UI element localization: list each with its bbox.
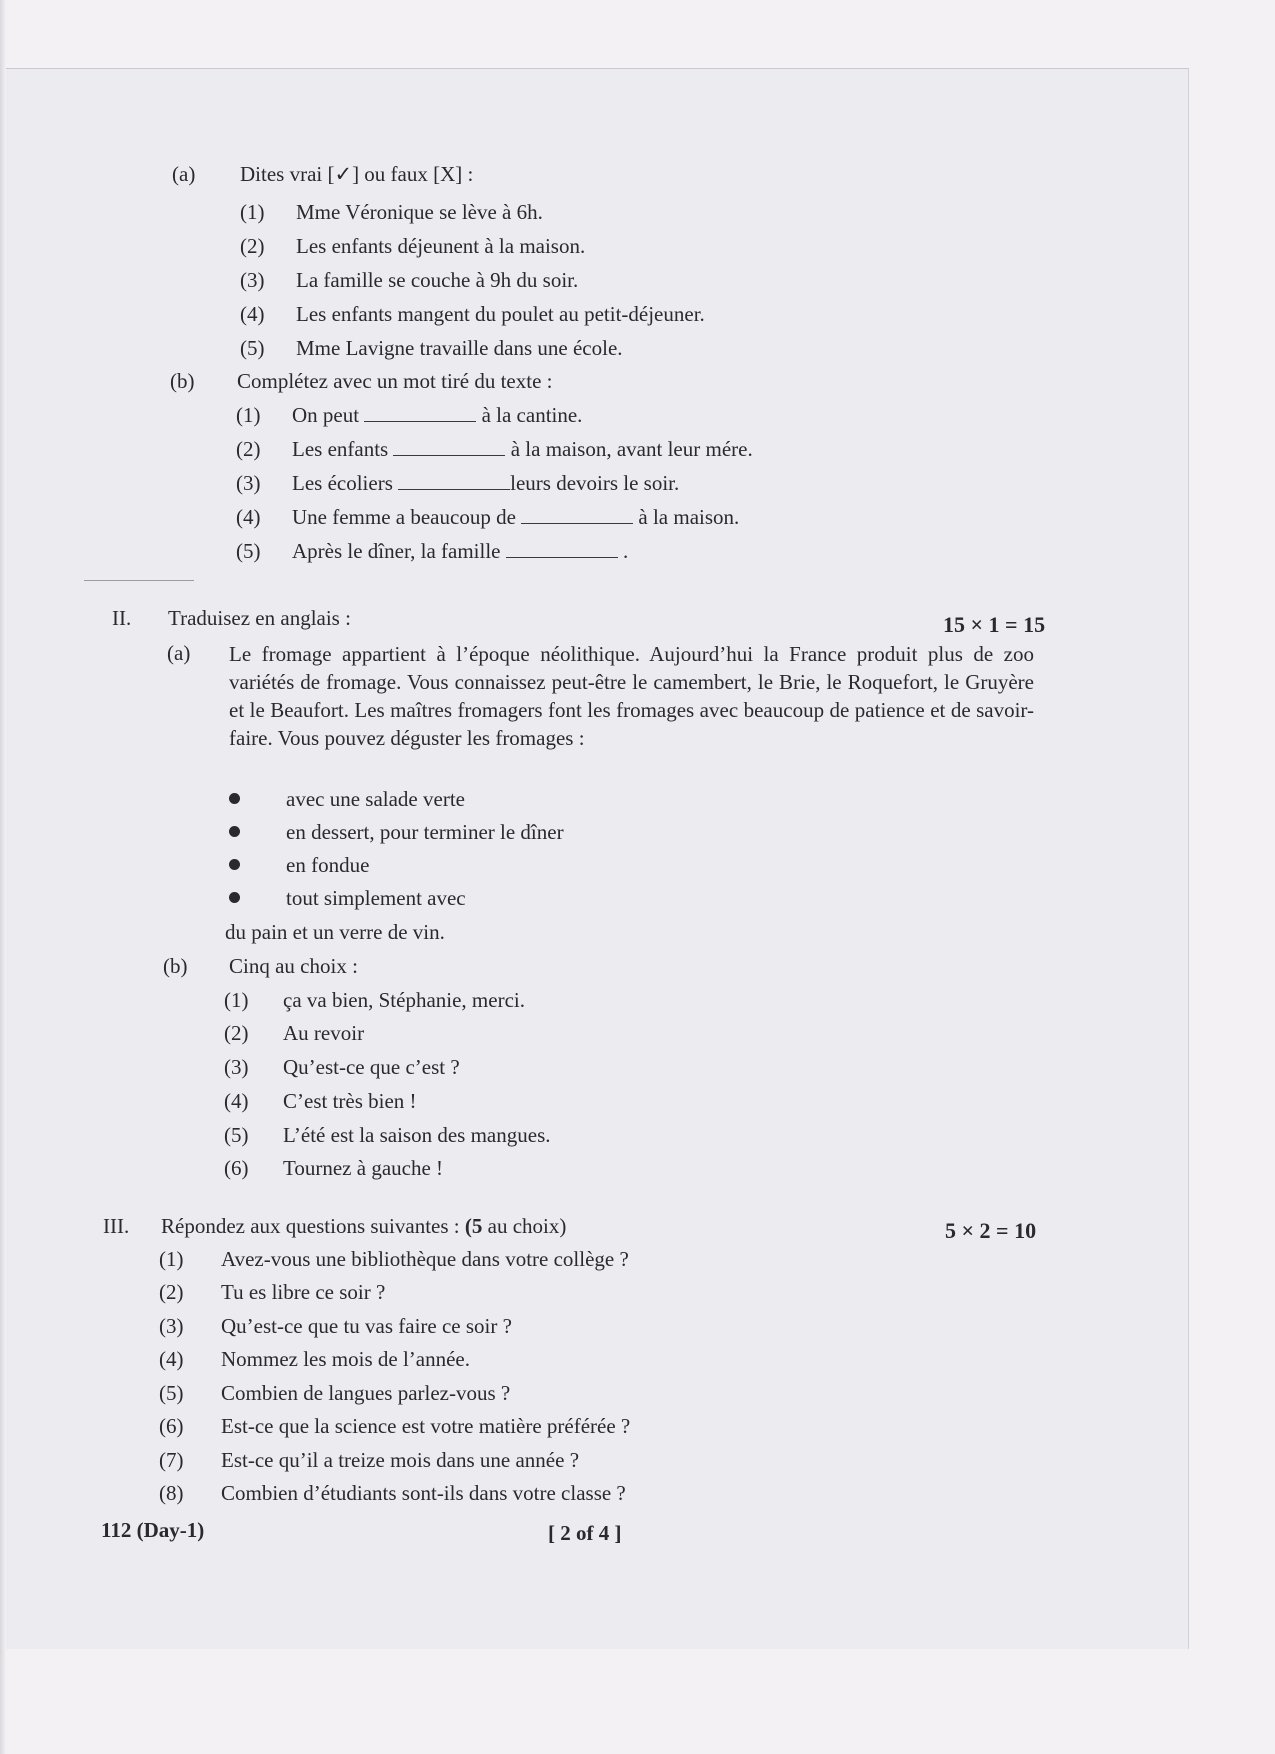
part-ii-b-instruction: Cinq au choix : xyxy=(229,954,358,978)
blank-suffix: à la maison, avant leur mére. xyxy=(510,437,753,461)
blank-prefix: Après le dîner, la famille xyxy=(292,539,501,563)
list-item-number: (1) xyxy=(240,200,265,224)
fill-blank-item xyxy=(292,538,628,564)
page-number: [ 2 of 4 ] xyxy=(548,1521,622,1545)
list-item-number: (2) xyxy=(236,437,261,461)
list-item: C’est très bien ! xyxy=(283,1089,417,1113)
list-item-number: (5) xyxy=(236,539,261,563)
list-item: La famille se couche à 9h du soir. xyxy=(296,268,579,292)
blank-suffix: . xyxy=(623,539,629,563)
question-item: Combien de langues parlez-vous ? xyxy=(221,1381,511,1405)
section-title xyxy=(161,1213,566,1239)
list-item: Au revoir xyxy=(283,1021,365,1045)
list-item-number: (3) xyxy=(224,1055,249,1079)
list-item-number: (7) xyxy=(159,1448,184,1472)
list-item-number: (1) xyxy=(236,403,261,427)
section-title-choice: (5 xyxy=(464,1214,483,1238)
question-item: Qu’est-ce que tu vas faire ce soir ? xyxy=(221,1314,512,1338)
question-item: Nommez les mois de l’année. xyxy=(221,1347,471,1371)
blank-prefix: On peut xyxy=(292,403,360,427)
section-title: Traduisez en anglais : xyxy=(168,606,351,630)
answer-blank xyxy=(393,437,505,456)
answer-blank xyxy=(506,539,618,558)
section-title-end: au choix) xyxy=(482,1214,567,1238)
list-item: Les enfants mangent du poulet au petit-déjeuner. xyxy=(296,302,705,326)
fill-blank-item xyxy=(292,470,679,496)
section-title-text: Répondez aux questions suivantes : xyxy=(161,1214,465,1238)
blank-prefix: Les enfants xyxy=(292,437,389,461)
list-item-number: (4) xyxy=(224,1089,249,1113)
list-item-number: (3) xyxy=(159,1314,184,1338)
section-numeral: III. xyxy=(103,1214,130,1238)
list-item: Mme Lavigne travaille dans une école. xyxy=(296,336,623,360)
translation-paragraph: Le fromage appartient à l’époque néolithique. Aujourd’hui la France produit plus de zoo variétés de fromage. Vous connaissez peut-être le camembert, le Brie, le Roquefort, le Gruyère et le Beaufort. Les maîtres fromagers font les fromages avec beaucoup de patience et de savoir-faire. Vous pouvez déguster les fromages : xyxy=(229,642,1034,750)
part-ii-b-label: (b) xyxy=(163,954,188,978)
bullet-icon xyxy=(229,826,240,837)
list-item-number: (2) xyxy=(240,234,265,258)
blank-suffix: à la cantine. xyxy=(481,403,583,427)
fill-blank-item xyxy=(292,504,739,530)
list-item-number: (1) xyxy=(159,1247,184,1271)
blank-prefix: Une femme a beaucoup de xyxy=(292,505,516,529)
bullet-icon xyxy=(229,793,240,804)
blank-suffix: à la maison. xyxy=(638,505,740,529)
question-item: Avez-vous une bibliothèque dans votre collège ? xyxy=(221,1247,629,1271)
list-item: ça va bien, Stéphanie, merci. xyxy=(283,988,525,1012)
bullet-item: en fondue xyxy=(286,853,370,877)
list-item-number: (1) xyxy=(224,988,249,1012)
list-item: L’été est la saison des mangues. xyxy=(283,1123,551,1147)
list-item-number: (3) xyxy=(240,268,265,292)
list-item-number: (4) xyxy=(236,505,261,529)
bullet-icon xyxy=(229,892,240,903)
section-marks: 15 × 1 = 15 xyxy=(943,612,1046,637)
answer-blank xyxy=(364,403,476,422)
fill-blank-item xyxy=(292,436,753,462)
paper-code: 112 (Day-1) xyxy=(101,1518,205,1542)
list-item-number: (6) xyxy=(224,1156,249,1180)
bullet-item: en dessert, pour terminer le dîner xyxy=(286,820,564,844)
bullet-item: avec une salade verte xyxy=(286,787,465,811)
blank-prefix: Les écoliers xyxy=(292,471,393,495)
section-numeral: II. xyxy=(112,606,132,630)
list-item-number: (4) xyxy=(240,302,265,326)
list-item-number: (6) xyxy=(159,1414,184,1438)
list-item-number: (5) xyxy=(240,336,265,360)
part-i-a-instruction: Dites vrai [✓] ou faux [X] : xyxy=(240,162,474,186)
list-item: Qu’est-ce que c’est ? xyxy=(283,1055,460,1079)
list-item-number: (5) xyxy=(159,1381,184,1405)
list-item-number: (4) xyxy=(159,1347,184,1371)
list-item-number: (2) xyxy=(224,1021,249,1045)
list-item: Tournez à gauche ! xyxy=(283,1156,444,1180)
bullet-icon xyxy=(229,859,240,870)
part-i-a-label: (a) xyxy=(172,162,196,186)
question-item: Est-ce que la science est votre matière préférée ? xyxy=(221,1414,631,1438)
answer-blank xyxy=(398,471,510,490)
fill-blank-item xyxy=(292,402,582,428)
list-item: Mme Véronique se lève à 6h. xyxy=(296,200,543,224)
question-item: Est-ce qu’il a treize mois dans une année ? xyxy=(221,1448,580,1472)
list-item-number: (3) xyxy=(236,471,261,495)
list-item-number: (5) xyxy=(224,1123,249,1147)
list-item: Les enfants déjeunent à la maison. xyxy=(296,234,586,258)
part-i-b-instruction: Complétez avec un mot tiré du texte : xyxy=(237,369,553,393)
section-marks: 5 × 2 = 10 xyxy=(945,1218,1037,1243)
list-item-number: (8) xyxy=(159,1481,184,1505)
bullet-item: tout simplement avec xyxy=(286,886,466,910)
list-item-number: (2) xyxy=(159,1280,184,1304)
blank-suffix: leurs devoirs le soir. xyxy=(510,471,680,495)
paragraph-closing: du pain et un verre de vin. xyxy=(225,920,445,944)
divider xyxy=(84,580,194,581)
question-item: Tu es libre ce soir ? xyxy=(221,1280,386,1304)
question-item: Combien d’étudiants sont-ils dans votre classe ? xyxy=(221,1481,626,1505)
part-ii-a-label: (a) xyxy=(167,641,191,665)
answer-blank xyxy=(521,505,633,524)
part-i-b-label: (b) xyxy=(170,369,195,393)
